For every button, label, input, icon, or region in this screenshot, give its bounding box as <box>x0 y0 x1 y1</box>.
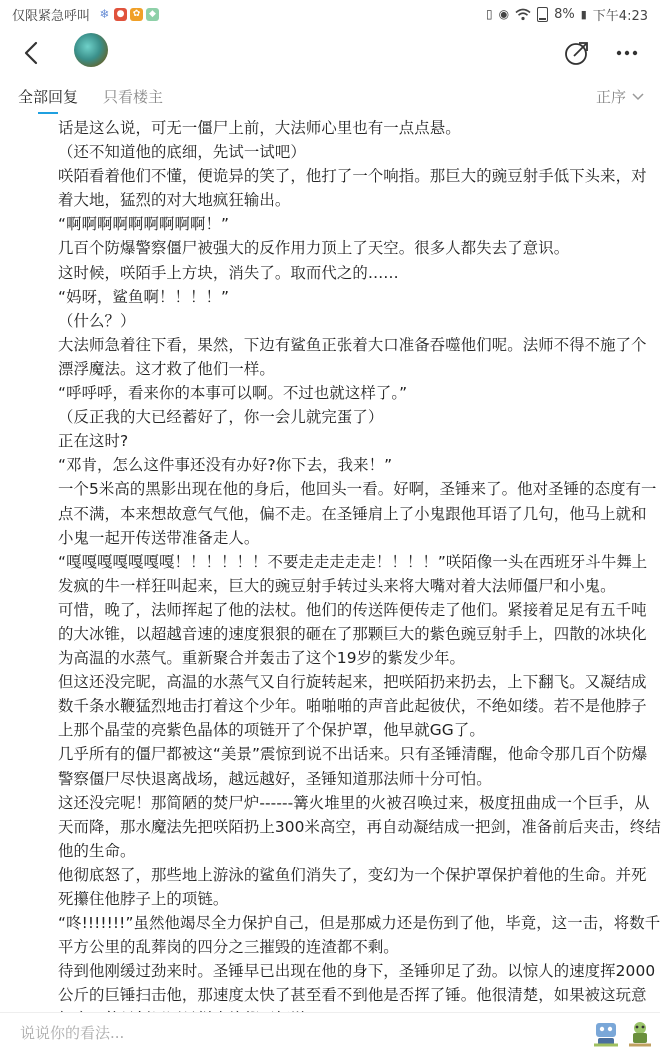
post-paragraph: 大法师急着往下看，果然，下边有鲨鱼正张着大口准备吞噬他们呢。法师不得不施了个漂浮魔法。这才救了他们一样。 <box>58 335 647 378</box>
status-left <box>12 5 159 24</box>
post-paragraph: “咚!!!!!!!”虽然他竭尽全力保护自己，但是那威力还是伤到了他，毕竟，这一击，将数千平方公里的乱葬岗的四分之三摧毁的连渣都不剩。 <box>58 914 661 957</box>
eye-icon: ◉ <box>498 7 510 21</box>
carrier-text: 仅限紧急呼叫 <box>12 8 91 24</box>
tab-all-replies[interactable]: 全部回复 <box>18 88 79 106</box>
sort-label: 正序 <box>595 88 626 106</box>
bottom-comment-bar <box>0 1012 660 1057</box>
author-avatar[interactable] <box>74 33 108 67</box>
battery-icon <box>537 7 548 22</box>
sort-dropdown[interactable] <box>596 86 644 107</box>
post-paragraph: “嘎嘎嘎嘎嘎嘎嘎！！！！！！不要走走走走走！！！！”咲陌像一头在西班牙斗牛舞上发疯的牛一样狂叫起来，巨大的豌豆射手转过头来将大嘴对着大法师僵尸和小鬼。 <box>58 552 648 595</box>
post-content <box>58 116 662 1012</box>
status-right <box>486 5 648 24</box>
app-notification-icon: ◆ <box>146 8 159 21</box>
post-paragraph: 几百个防爆警察僵尸被强大的反作用力顶上了天空。很多人都失去了意识。 <box>58 239 570 258</box>
share-icon[interactable] <box>562 38 592 68</box>
notification-icons <box>98 8 159 21</box>
post-paragraph: （什么？） <box>58 311 136 330</box>
post-paragraph: 几乎所有的僵尸都被这“美景”震惊到说不出话来。只有圣锤清醒，他命令那几百个防爆警察僵尸尽快退离战场，越远越好，圣锤知道那法师十分可怕。 <box>58 745 648 788</box>
more-icon[interactable] <box>612 38 642 68</box>
post-paragraph: 但这还没完昵，高温的水蒸气又自行旋转起来，把咲陌扔来扔去，上下翻飞。又凝结成数千条水鞭猛烈地击打着这个少年。啪啪啪的声音此起彼伏，不绝如缕。若不是他脖子上那个晶莹的亮紫色晶体的项链开了个保护罩，他早就GG了。 <box>58 673 647 740</box>
chevron-down-icon <box>632 93 644 101</box>
vibrate-icon: ▯ <box>486 7 493 21</box>
post-paragraph: 这还没完呢！那简陋的焚尸炉------篝火堆里的火被召唤过来，极度扭曲成一个巨手，从天而降，那水魔法先把咲陌扔上300米高空，再自动凝结成一把剑，准备前后夹击，终结他的生命。 <box>58 793 661 860</box>
post-paragraph: 话是这么说，可无一僵尸上前，大法师心里也有一点点悬。 <box>58 119 461 137</box>
post-paragraph: 咲陌看着他们不懂，便诡异的笑了，他打了一个响指。那巨大的豌豆射手低下头来，对着大地，猛烈的对大地疯狂输出。 <box>58 167 647 210</box>
wifi-icon <box>515 8 531 21</box>
tab-op-only[interactable]: 只看楼主 <box>103 88 164 106</box>
signal-icon: ▮ <box>580 7 587 21</box>
sticker-icon[interactable] <box>592 1019 620 1049</box>
post-paragraph: 待到他刚缓过劲来时。圣锤早已出现在他的身下，圣锤卯足了劲。以惊人的速度挥2000公斤的巨锤扫击他，那速度太快了甚至看不到他是否挥了锤。他很清楚，如果被这玩意 <box>58 962 656 1005</box>
app-notification-icon: ✿ <box>130 8 143 21</box>
post-paragraph: “啊啊啊啊啊啊啊啊啊！” <box>58 215 230 234</box>
post-paragraph: （还不知道他的底细，先试一试吧） <box>58 143 306 162</box>
post-paragraph: 可惜，晚了，法师挥起了他的法杖。他们的传送阵便传走了他们。紧接着足足有五千吨的大冰锥，以超越音速的速度狠狠的砸在了那颗巨大的紫色豌豆射手上，四散的冰块化为高温的水蒸气。重新聚合并轰击了这个19岁的紫发少年。 <box>58 600 647 668</box>
post-paragraph: （反正我的大已经蓄好了，你一会儿就完蛋了） <box>58 408 384 427</box>
post-paragraph: 他彻底怒了，那些地上游泳的鲨鱼们消失了，变幻为一个保护罩保护着他的生命。并死死攥住他脖子上的项链。 <box>58 865 647 908</box>
post-paragraph: “妈呀，鲨鱼啊！！！！” <box>58 287 230 306</box>
comment-input[interactable]: 说说你的看法... <box>20 1024 125 1042</box>
reply-filter-tabs <box>0 80 660 114</box>
top-nav-bar <box>0 28 660 78</box>
snowflake-notification-icon: ❄ <box>99 6 110 21</box>
gift-icon[interactable] <box>626 1019 654 1049</box>
post-paragraph: 这时候，咲陌手上方块，消失了。取而代之的…… <box>58 263 399 282</box>
battery-percent: 8% <box>554 6 575 22</box>
post-paragraph: “邓肯，怎么这件事还没有办好?你下去，我来！” <box>58 456 393 475</box>
post-paragraph: 正在这时? <box>58 432 129 451</box>
post-paragraph: “呼呼呼，看来你的本事可以啊。不过也就这样了。” <box>58 384 408 403</box>
post-paragraph: 一个5米高的黑影出现在他的身后，他回头一看。好啊，圣锤来了。他对圣锤的态度有一点不满，本来想故意气气他，偏不走。在圣锤肩上了小鬼跟他耳语了几句，他马上就和小鬼一起开传送带准备走人。 <box>58 480 657 547</box>
back-arrow-icon[interactable] <box>18 38 48 68</box>
app-notification-icon: ● <box>114 8 127 21</box>
status-bar <box>0 0 660 28</box>
clock: 下午4:23 <box>592 8 648 24</box>
